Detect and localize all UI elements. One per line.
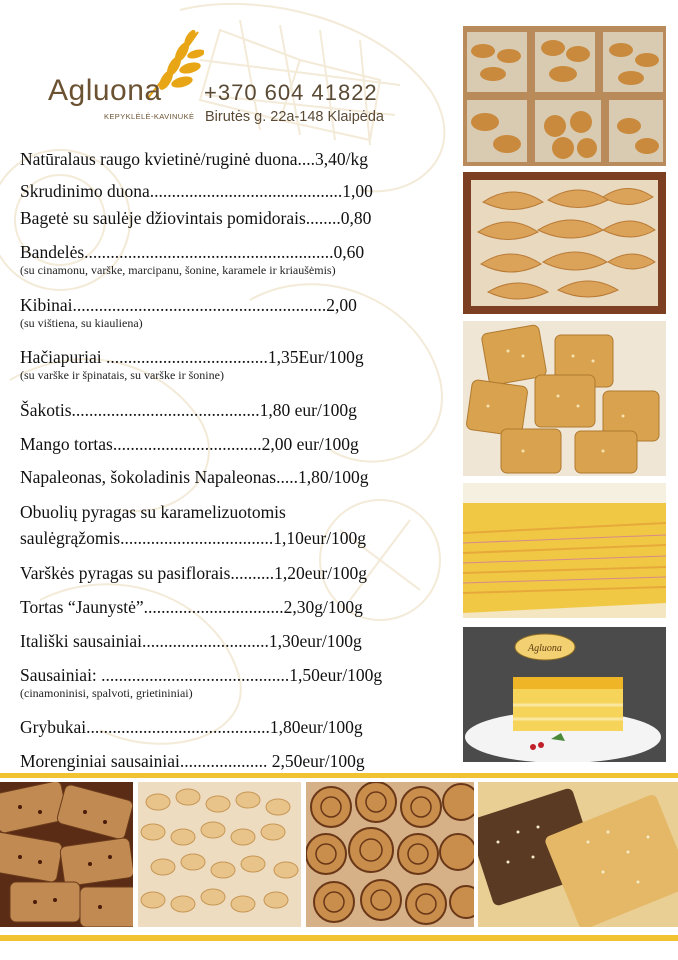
menu-item-line: Grybukai..........................................1,80eur/100g xyxy=(20,717,363,737)
menu-item-note: (su vištiena, su kiauliena) xyxy=(20,316,143,330)
photo-pastry-trays xyxy=(463,26,666,166)
menu-item-skrudinimo xyxy=(20,180,460,202)
divider-bottom xyxy=(0,935,678,941)
menu-item-sakotis xyxy=(20,399,460,421)
menu-item-bagete xyxy=(20,207,460,229)
menu-item-line: Varškės pyragas su pasiflorais..........1,20eur/100g xyxy=(20,563,368,583)
divider-top xyxy=(0,773,678,778)
menu-item-grybukai xyxy=(20,716,460,738)
menu-item-tortas-jaunyste xyxy=(20,596,460,618)
phone-number[interactable]: +370 604 41822 xyxy=(204,80,378,105)
menu-item-obuoliu-pyragas xyxy=(20,501,460,549)
menu-item-line: Bandelės.........................................................0,60 xyxy=(20,242,365,262)
menu-item-line: Sausainiai: ...........................................1,50eur/100g xyxy=(20,665,383,685)
menu-item-line: Bagetė su saulėje džiovintais pomidorais........0,80 xyxy=(20,208,372,228)
menu-item-varskes-pyragas xyxy=(20,562,460,584)
menu-item-line: Skrudinimo duona............................................1,00 xyxy=(20,181,373,201)
menu-item-line: Šakotis...........................................1,80 eur/100g xyxy=(20,400,357,420)
menu-item-haciapuriai xyxy=(20,346,460,383)
menu-item-note: (cinamoninisi, spalvoti, grietininiai) xyxy=(20,686,193,700)
brand-logo xyxy=(48,28,198,128)
menu-item-bandeles xyxy=(20,241,460,278)
menu-item-line: Hačiapuriai .....................................1,35Eur/100g xyxy=(20,347,364,367)
menu-item-note: (su varške ir špinatais, su varške ir šonine) xyxy=(20,368,224,382)
photo-sesame-bars xyxy=(478,782,678,927)
photo-mango-cake xyxy=(463,627,666,762)
menu-item-line: Natūralaus raugo kvietinė/ruginė duona....3,40/kg xyxy=(20,149,368,169)
menu-item-line: Morenginiai sausainiai.................... 2,50eur/100g xyxy=(20,751,365,771)
address: Birutės g. 22a-148 Klaipėda xyxy=(205,109,384,125)
menu-item-line: Kibinai..........................................................2,00 xyxy=(20,295,357,315)
menu-item-morenginiai xyxy=(20,750,460,772)
menu-item-line-2: saulėgrąžomis...................................1,10eur/100g xyxy=(20,528,367,548)
menu-item-line: Tortas “Jaunystė”................................2,30g/100g xyxy=(20,597,363,617)
menu-item-line: Itališki sausainiai.............................1,30eur/100g xyxy=(20,631,362,651)
menu-item-note: (su cinamonu, varške, marcipanu, šonine, karamele ir kriaušėmis) xyxy=(20,263,336,277)
menu-item-duona xyxy=(20,148,460,170)
cake-logo-text: Agluona xyxy=(528,643,562,654)
photo-swirl-cookies xyxy=(306,782,474,927)
menu-item-line: Obuolių pyragas su karamelizuotomis xyxy=(20,502,286,522)
menu-item-napaleonas xyxy=(20,466,460,488)
photo-mushroom-cookies xyxy=(138,782,301,927)
photo-napoleon-cake xyxy=(463,483,666,618)
brand-subtitle: KEPYKLĖLĖ-KAVINUKĖ xyxy=(104,112,195,121)
photo-kibinai xyxy=(463,172,666,314)
menu-item-line: Mango tortas..................................2,00 eur/100g xyxy=(20,434,359,454)
photo-haciapuriai xyxy=(463,321,666,476)
menu-item-mango-tortas xyxy=(20,433,460,455)
photo-fruit-biscotti xyxy=(0,782,133,927)
menu-item-italiski-sausainiai xyxy=(20,630,460,652)
menu-item-sausainiai xyxy=(20,664,460,701)
menu-item-line: Napaleonas, šokoladinis Napaleonas.....1,80/100g xyxy=(20,467,369,487)
menu-item-kibinai xyxy=(20,294,460,331)
brand-name: Agluona xyxy=(48,74,162,107)
